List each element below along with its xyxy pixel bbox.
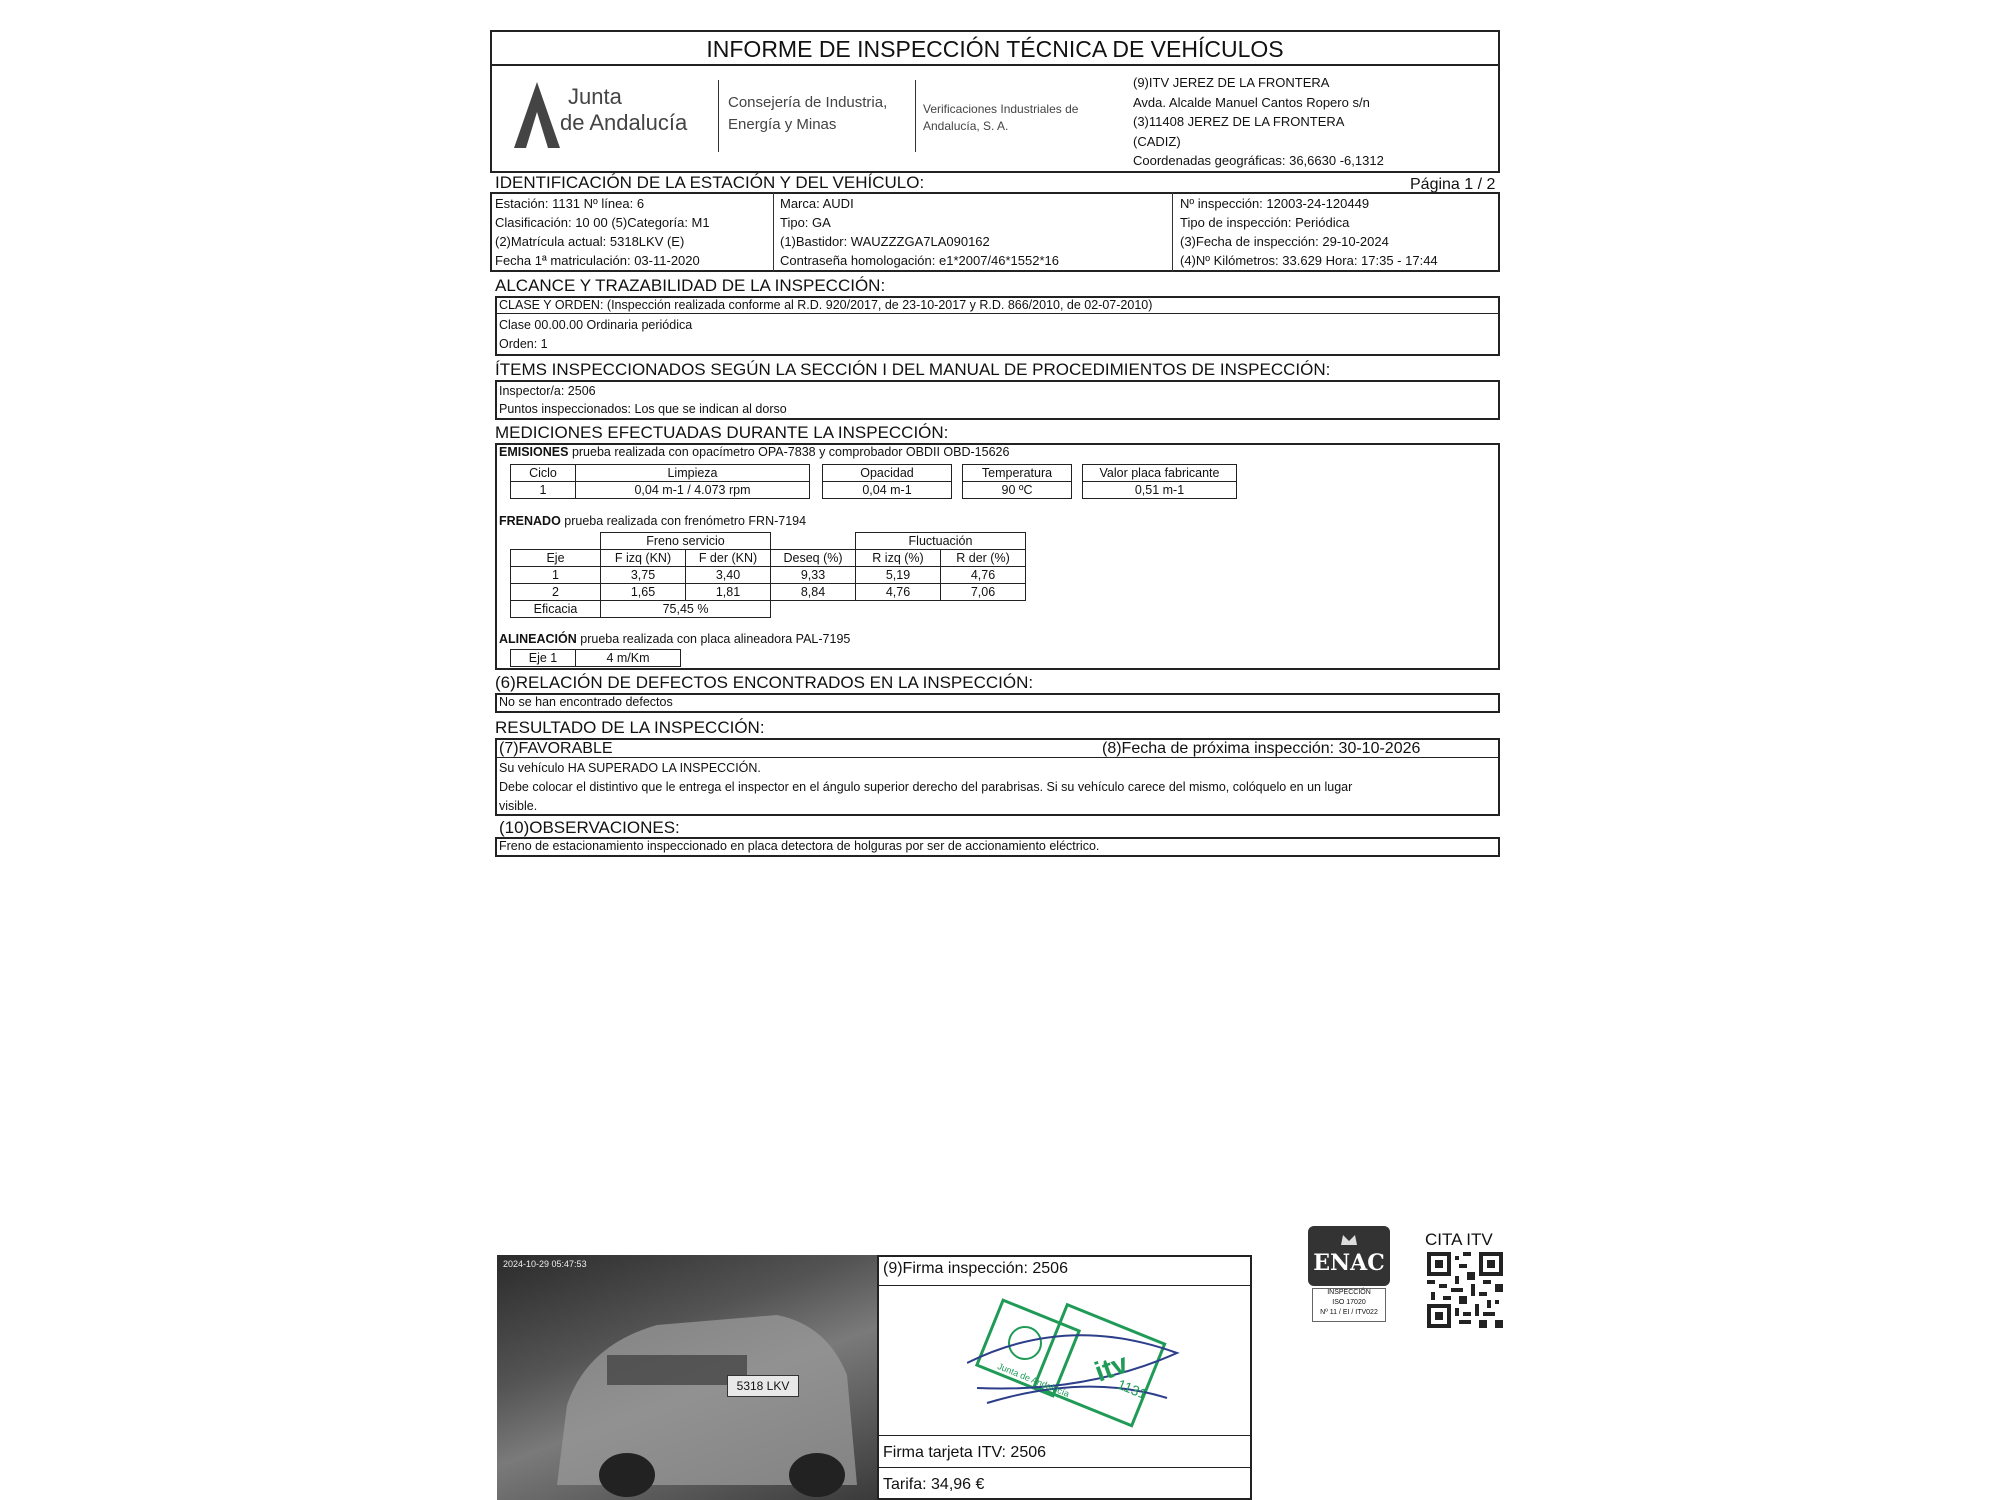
consejeria-line2: Energía y Minas <box>728 116 837 133</box>
cita-itv-label: CITA ITV <box>1425 1230 1493 1249</box>
eficacia-row: Eficacia 75,45 % <box>511 601 1026 618</box>
qr-code[interactable] <box>1427 1252 1503 1328</box>
consejeria-line1: Consejería de Industria, <box>728 94 888 111</box>
firma-inspeccion: (9)Firma inspección: 2506 <box>883 1260 1068 1277</box>
vehicle-photo: 2024-10-29 05:47:53 5318 LKV <box>497 1255 877 1500</box>
license-plate: 5318 LKV <box>727 1375 799 1397</box>
tarifa: Tarifa: 34,96 € <box>883 1476 985 1493</box>
alineacion-table: Eje 1 4 m/Km <box>510 649 681 667</box>
proxima-inspeccion: (8)Fecha de próxima inspección: 30-10-2026 <box>1102 740 1421 757</box>
itv-stamp <box>967 1293 1187 1428</box>
stamp-text: Junta de Andalucía <box>996 1361 1071 1400</box>
items-title: ÍTEMS INSPECCIONADOS SEGÚN LA SECCIÓN I DEL MANUAL DE PROCEDIMIENTOS DE INSPECCIÓN: <box>495 360 1331 379</box>
emisiones-line: EMISIONES prueba realizada con opacímetro OPA-7838 y comprobador OBDII OBD-15626 <box>499 445 1010 459</box>
mediciones-title: MEDICIONES EFECTUADAS DURANTE LA INSPECCIÓN: <box>495 423 949 442</box>
junta-andalucia-logo <box>512 80 562 150</box>
frenado-line: FRENADO prueba realizada con frenómetro FRN-7194 <box>499 514 807 528</box>
verif-line1: Verificaciones Industriales de <box>923 102 1079 116</box>
favorable-label: (7)FAVORABLE <box>499 740 613 757</box>
footer-signature-block <box>497 1255 1252 1500</box>
alineacion-line: ALINEACIÓN prueba realizada con placa alineadora PAL-7195 <box>499 632 851 646</box>
opacidad-table: Opacidad 0,04 m-1 <box>822 464 952 499</box>
verif-line2: Andalucía, S. A. <box>923 119 1009 133</box>
alcance-title: ALCANCE Y TRAZABILIDAD DE LA INSPECCIÓN: <box>495 276 886 295</box>
temperatura-table: Temperatura 90 ºC <box>962 464 1072 499</box>
logo-line2: de Andalucía <box>560 110 688 135</box>
station-address: (9)ITV JEREZ DE LA FRONTERA Avda. Alcalde Manuel Cantos Ropero s/n (3)11408 JEREZ DE LA FRONTERA (CADIZ) Coordenadas geográficas: 36,6630 -6,1312 <box>1133 75 1384 168</box>
stamp-itv: itv <box>1090 1347 1132 1388</box>
table-row: 2 1,65 1,81 8,84 4,76 7,06 <box>511 584 1026 601</box>
identificacion-title: IDENTIFICACIÓN DE LA ESTACIÓN Y DEL VEHÍCULO: <box>495 173 925 192</box>
resultado-title: RESULTADO DE LA INSPECCIÓN: <box>495 718 765 737</box>
crown-icon <box>1308 1229 1390 1249</box>
emisiones-table: Ciclo Limpieza 1 0,04 m-1 / 4.073 rpm <box>510 464 810 499</box>
valor-placa-table: Valor placa fabricante 0,51 m-1 <box>1082 464 1237 499</box>
observaciones-title: (10)OBSERVACIONES: <box>499 818 680 837</box>
stamp-number: 1131 <box>1115 1375 1150 1403</box>
page-title: INFORME DE INSPECCIÓN TÉCNICA DE VEHÍCULOS <box>706 36 1284 62</box>
defectos-title: (6)RELACIÓN DE DEFECTOS ENCONTRADOS EN LA INSPECCIÓN: <box>495 673 1034 692</box>
frenado-table: Freno servicio Fluctuación Eje F izq (KN) F der (KN) Deseq (%) R izq (%) R der (%) 1 3,75 3,40 9,33 5,19 4,76 2 1,65 1,81 8,84 4,76 7,06 Eficacia 75,45 % <box>510 532 1026 618</box>
logo-line1: Junta <box>568 84 622 109</box>
table-row: 1 3,75 3,40 9,33 5,19 4,76 <box>511 567 1026 584</box>
inspection-report: INFORME DE INSPECCIÓN TÉCNICA DE VEHÍCULOS Junta de Andalucía Consejería de Industria, Energía y Minas Verificaciones Industriales de Andalucía, S. A. (9)ITV JEREZ DE LA FRONTERA Avda. Alcalde Manuel Cantos Ropero s/n (3)11408 JEREZ DE LA FRONTERA (CADIZ) Coordenadas geográficas: 36,6630 -6,1312 IDENTIFICACIÓN DE LA ESTACIÓN Y DEL VEHÍCULO: Página 1 / 2 Estación: 1131 Nº línea: 6 Clasificación: 10 00 (5)Categoría: M1 (2)Matrícula actual: 5318LKV (E) Fecha 1ª matriculación: 03-11-2020 Marca: AUDI Tipo: GA (1)Bastidor: WAUZZZGA7LA090162 Contraseña homologación: e1*2007/46*1552*16 Nº inspección: 12003-24-120449 Tipo de inspección: Periódica (3)Fecha de inspección: 29-10-2024 (4)Nº Kilómetros: 33.629 Hora: 17:35 - 17:44 ALCANCE Y TRAZABILIDAD DE LA INSPECCIÓN: CLASE Y ORDEN: (Inspección realizada conforme al R.D. 920/2017, de 23-10-2017 y R.D. 866/2010, de 02-07-2010) Clase 00.00.00 Ordinaria periódica Orden: 1 ÍTEMS INSPECCIONADOS SEGÚN LA SECCIÓN I DEL MANUAL DE PROCEDIMIENTOS DE INSPECCIÓN: Inspector/a: 2506 Puntos inspeccionados: Los que se indican al dorso MEDICIONES EFECTUADAS DURANTE LA INSPECCIÓN: EMISIONES prueba realizada con opacímetro OPA-7838 y comprobador OBDII OBD-15626 Ciclo Limpieza 1 0,04 m-1 / 4.073 rpm Opacidad 0,04 m-1 Temperatura 90 ºC Valor placa fabricante 0,51 m-1 FRENADO prueba realizada con frenómetro FRN-7194 Freno servicio Fluctuación Eje F izq (KN) F der (KN) Deseq (%) R izq (%) R der (%) 1 3,75 3,40 9,33 5,19 4,76 2 1,65 1,81 8,84 4,76 7,06 Eficacia 75,45 % ALINEACIÓN prueba realizada con placa alineadora PAL-7195 Eje 1 4 m/Km (6)RELACIÓN DE DEFECTOS ENCONTRADOS EN LA INSPECCIÓN: No se han encontrado defectos RESULTADO DE LA INSPECCIÓN: (7)FAVORABLE (8)Fecha de próxima inspección: 30-10-2026 Su vehículo HA SUPERADO LA INSPECCIÓN. Debe colocar el distintivo que le entrega el inspector en el ángulo superior derecho del parabrisas. Si su vehículo carece del mismo, colóquelo en un lugar visible. (10)OBSERVACIONES: Freno de estacionamiento inspeccionado en placa detectora de holguras por ser de accionamiento eléctrico. 2024-10-29 05:47:53 5318 LKV (9)Firma inspección: 2506 Junta de Andalucía itv 1131 Firma tarjeta ITV: 2506 Tarifa: 34,96 € ENAC INSPECCIÓN ISO 17020 Nº 11 / EI / ITV022 CITA ITV <box>490 30 1510 1490</box>
firma-tarjeta: Firma tarjeta ITV: 2506 <box>883 1444 1047 1461</box>
car-silhouette <box>497 1255 877 1500</box>
enac-logo: ENAC INSPECCIÓN ISO 17020 Nº 11 / EI / ITV022 <box>1308 1226 1390 1324</box>
page-number: Página 1 / 2 <box>1410 176 1496 193</box>
